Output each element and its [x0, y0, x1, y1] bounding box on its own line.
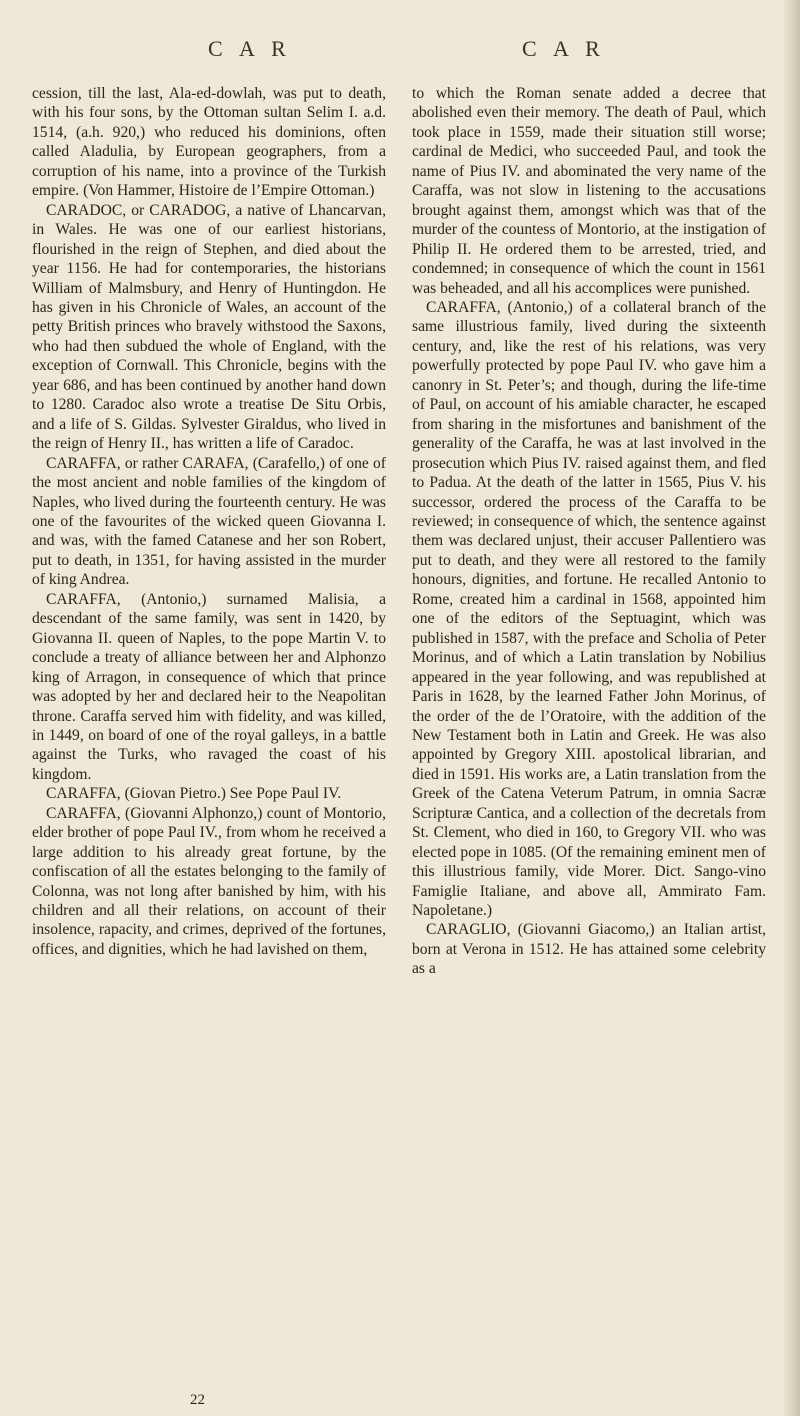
paragraph: CARAFFA, (Antonio,) of a collateral branch of the same illustrious family, lived during the sixteenth century, and, like the rest of his relations, was very powerfully protected by pope Paul IV. who gave him a canonry in St. Peter’s; and though, during the life-time of Paul, on account of his amiable character, he escaped from sharing in the misfortunes and banishment of the generality of the Caraffa, he was at last involved in the prosecution which Pius IV. raised against them, and fled to Padua. At the death of the latter in 1565, Pius V. his successor, ordered the process of the Caraffa to be reviewed; in consequence of which, the sentence against them was declared unjust, their accuser Pallentiero was put to death, and they were all restored to the family honours, dignities, and fortune. He recalled Antonio to Rome, created him a cardinal in 1568, appointed him one of the editors of the Septuagint, which was published in 1587, with the preface and Scholia of Peter Morinus, and of which a Latin translation by Nobilius appeared in the year following, and was republished at Paris in 1628, by the learned Father John Morinus, of the order of the de l’Oratoire, with the addition of the New Testament both in Latin and Greek. He was also appointed by Gregory XIII. apostolical librarian, and died in 1591. His works are, a Latin translation from the Greek of the Catena Veterum Patrum, in omnia Sacræ Scripturæ Cantica, and a collection of the decretals from St. Clement, who died in 160, to Gregory VII. who was elected pope in 1085. (Of the remaining eminent men of this illustrious family, vide Morer. Dict. Sango-vino Famiglie Italiane, and above all, Ammirato Fam. Napoletane.) — [412, 298, 766, 920]
page-edge-shadow — [782, 0, 800, 1416]
paragraph: to which the Roman senate added a decree that abolished even their memory. The death of Paul, which took place in 1559, made their situation still worse; cardinal de Medici, who succeeded Paul, and took the name of Pius IV. and abominated the very name of the Caraffa, was not slow in listening to the accusations brought against them, amongst which was that of the murder of the countess of Montorio, at the instigation of Philip II. He ordered them to be arrested, tried, and condemned; in consequence of which the count in 1561 was beheaded, and all his accomplices were punished. — [412, 85, 766, 297]
paragraph: CARAFFA, (Antonio,) surnamed Malisia, a descendant of the same family, was sent in 1420, by Giovanna II. queen of Naples, to the pope Martin V. to conclude a treaty of alliance between her and Alphonzo king of Arragon, in consequence of which that prince was adopted by her and declared heir to the Neapolitan throne. Caraffa served him with fidelity, and was killed, in 1449, on board of one of the royal galleys, in a battle against the Turks, who ravaged the coast of his kingdom. — [32, 590, 386, 783]
paragraph: CARAGLIO, (Giovanni Giacomo,) an Italian artist, born at Verona in 1512. He has attained some celebrity as a — [412, 921, 766, 978]
page-number: 22 — [190, 1392, 205, 1408]
paragraph: CARADOC, or CARADOG, a native of Lhancarvan, in Wales. He was one of our earliest historians, flourished in the reign of Stephen, and died about the year 1156. He had for contemporaries, the historians William of Malmsbury, and Henry of Huntingdon. He has given in his Chronicle of Wales, an account of the petty British princes who bravely withstood the Saxons, who had then subdued the whole of England, with the exception of Cornwall. This Chronicle, begins with the year 686, and has been continued by another hand down to 1280. Caradoc also wrote a treatise De Situ Orbis, and a life of S. Gildas. Sylvester Giraldus, who lived in the reign of Henry II., has written a life of Caradoc. — [32, 201, 386, 453]
paragraph: cession, till the last, Ala-ed-dowlah, was put to death, with his four sons, by the Ottoman sultan Selim I. a.d. 1514, (a.h. 920,) who reduced his dominions, often called Aladulia, by European geographers, from a corruption of his name, into a province of the Turkish empire. (Von Hammer, Histoire de l’Empire Ottoman.) — [32, 85, 386, 200]
running-head-right: C A R — [522, 36, 606, 61]
paragraph: CARAFFA, (Giovanni Alphonzo,) count of Montorio, elder brother of pope Paul IV., from whom he received a large addition to his already great fortune, by the confiscation of all the estates belonging to the family of Colonna, was not long after banished by him, with his children and all their relations, on account of their insolence, rapacity, and crimes, deprived of the fortunes, offices, and dignities, which he had lavished on them, — [32, 804, 386, 958]
left-column — [32, 84, 386, 959]
paragraph: CARAFFA, or rather CARAFA, (Carafello,) of one of the most ancient and noble families of the kingdom of Naples, who lived during the fourteenth century. He was one of the favourites of the wicked queen Giovanna I. and was, with the famed Catanese and her son Robert, put to death, in 1351, for having assisted in the murder of king Andrea. — [32, 454, 386, 589]
right-column — [412, 84, 766, 979]
paragraph: CARAFFA, (Giovan Pietro.) See Pope Paul IV. — [46, 785, 342, 803]
running-head-left: C A R — [208, 36, 292, 61]
